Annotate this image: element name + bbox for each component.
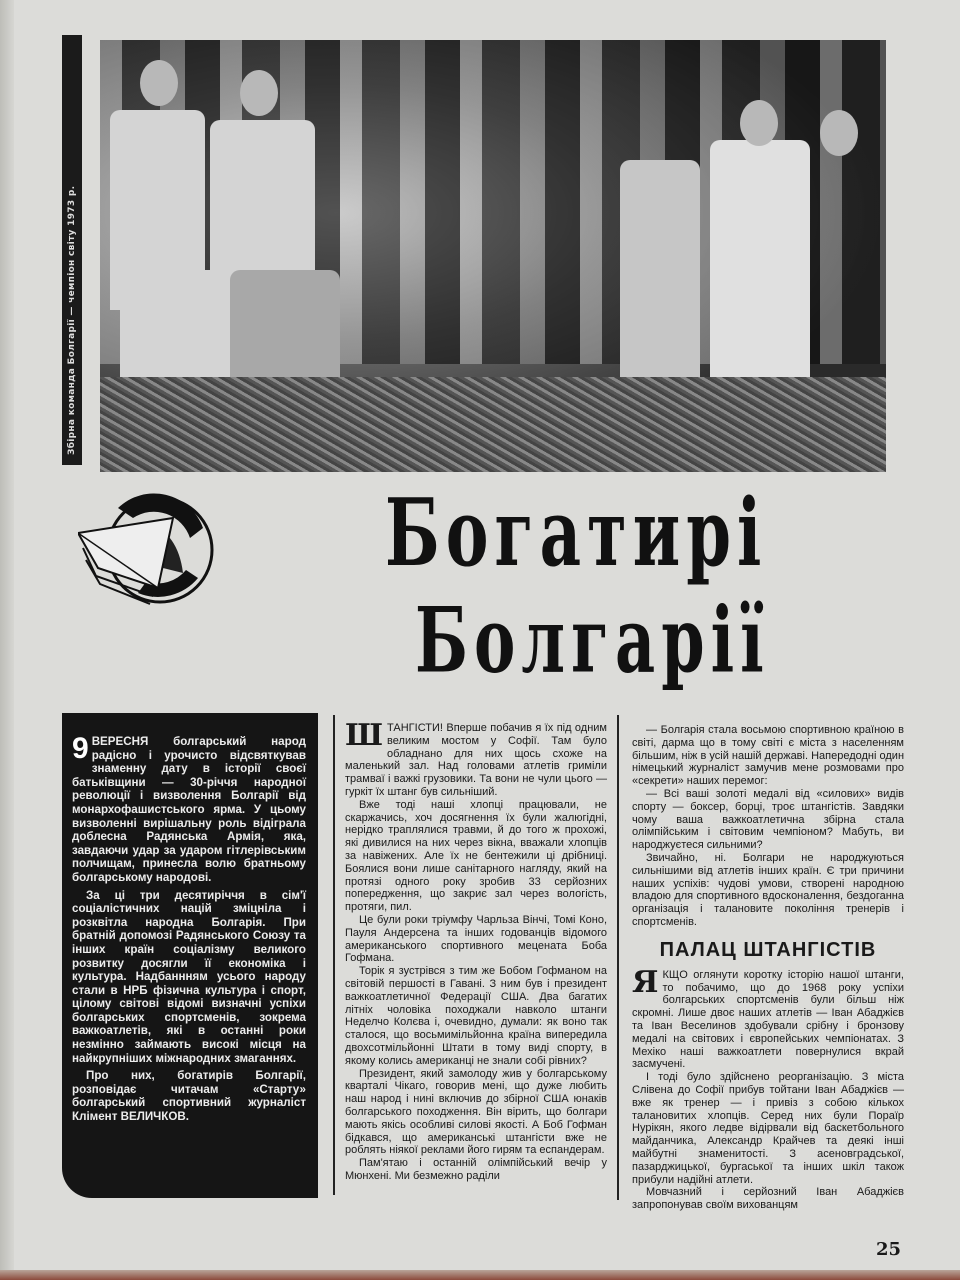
intro-paragraph: Про них, богатирів Болгарії, розповідає читачам «Старту» болгарський спортивний журналіст Клімент ВЕЛИЧКОВ. bbox=[72, 1069, 306, 1124]
section-subheading: ПАЛАЦ ШТАНГІСТІВ bbox=[659, 938, 877, 961]
article-paragraph: — Всі ваші золоті медалі від «силових» видів спорту — боксер, борці, троє штангістів. Завдяки чому ваша важкоатлетична збірна стала олімпійським і світовим чемпіоном? Мабуть, ви народжуєтеся сильними? bbox=[632, 787, 904, 852]
article-paragraph: КЩО оглянути коротку історію нашої штанги, то побачимо, що до 1968 року успіхи болгарських спортсменів були більш ніж скромні. Лише двоє наших атлетів — Іван Абаджієв та Іван Веселинов здобували срібну і бронзову медалі на світових і європейських чемпіонатах. З Мехіко наші важкоатлети повернулися вкрай засмучені. bbox=[632, 968, 904, 1071]
page-number: 25 bbox=[876, 1239, 902, 1260]
article-paragraph: Пам'ятаю і останній олімпійський вечір у Мюнхені. Ми безмежно раділи bbox=[345, 1157, 607, 1182]
page-bottom-edge bbox=[0, 1270, 960, 1280]
article-paragraph: Президент, який замолоду жив у болгарському кварталі Чікаго, говорив мені, що дуже любить наш народ і нині включив до збірної США юнаків болгарського походження. Він вірить, що болгари мають якісь особливі силові якості. А Боб Гофман бідкався, що американські штангісти вже не роблять ніякої реклами його гирям та еспандерам. bbox=[345, 1067, 607, 1157]
article-title-line2: Болгарії bbox=[415, 587, 770, 694]
article-column-3 bbox=[632, 724, 904, 1212]
photo-figure bbox=[140, 60, 178, 106]
rubric-logo-icon bbox=[78, 488, 216, 616]
drop-cap: Я bbox=[632, 964, 659, 1000]
article-paragraph: Мовчазний і серйозний Іван Абаджієв запропонував своїм вихованцям bbox=[632, 1186, 904, 1212]
article-paragraph: ТАНГІСТИ! Вперше побачив я їх під одним великим мостом у Софії. Там було обладнано для них щось схоже на маленький зал. Над головами атлетів гриміли трамваї і важкі грузовики. Та вони не чули цього — гуркіт їх штанг був сильніший. bbox=[345, 722, 607, 798]
article-paragraph: Вже тоді наші хлопці працювали, не скаржачись, хоч досягнення їх були жалюгідні, нерідко траплялися травми, й до того ж прохожі, які дивилися на них через вікна, вважали хлопців за навіжених. Але їх не бентежили ці дрібниці. Боялися вони лише санітарного нагляду, який на протязі одного року зробив 33 серйозних попередження, що закриє зал через вологість, протяги, пил. bbox=[345, 798, 607, 914]
article-paragraph: Це були роки тріумфу Чарльза Вінчі, Томі Коно, Пауля Андерсена та інших годованців відомого американського спортивного мецената Боба Гофмана. bbox=[345, 913, 607, 965]
intro-box bbox=[62, 713, 318, 1198]
intro-paragraph: За ці три десятиріччя в сім'ї соціалістичних націй зміцніла і розквітла народна Болгарія. При братній допомозі Радянського Союзу та інших країн соціалізму великого розвитку досягли її економіка і культура. Надбаннням усього народу стали в НРБ фізична культура і спорт, цілому світові відомі визначні успіхи болгарських спортсменів, зокрема важкоатлетів, які в останні роки незмінно займають високі місця на найкрупніших міжнародних змаганнях. bbox=[72, 888, 306, 1065]
article-paragraph: — Болгарія стала восьмою спортивною країною в світі, дарма що в тому світі є міста з населенням більшим, ніж в усій нашій державі. Напередодні один німецький журналіст замучив мене розмовами про «секрети» наших перемог: bbox=[632, 724, 905, 788]
photo-figure bbox=[820, 110, 858, 156]
intro-drop-number: 9 bbox=[72, 732, 89, 765]
article-paragraph: І тоді було здійснено реорганізацію. З міста Слівена до Софії прибув тойтани Іван Абаджієв — вже як тренер — і привіз з собою кількох талановитих хлопців. Серед них були Пораїр Нурікян, якого ледве відірвали від баскетбольного майданчика, Александр Крайчев та деякі інші майбутні знаменитості. З асеновградської, пазарджицької, бургаської та інших шкіл також прибули надійні атлети. bbox=[632, 1071, 904, 1186]
team-photo bbox=[100, 40, 886, 472]
photo-figure bbox=[740, 100, 778, 146]
column-divider bbox=[333, 715, 335, 1195]
column-divider bbox=[617, 715, 619, 1200]
article-paragraph: Торік я зустрівся з тим же Бобом Гофманом на світовій першості в Гавані. З ним був і президент важкоатлетичної Федерації США. Два багатих літніх чоловіка походжали навколо штанги Неделчо Колєва і, очевидно, думали: як воно так сталося, що восьмимільйонна країна випередила двохсотмільйонні Штати в тому виді спорту, в якому колись американці не знали собі рівних? bbox=[345, 965, 607, 1067]
intro-paragraph: ВЕРЕСНЯ болгарський народ радісно і урочисто відсвяткував знаменну дату в історії своєї батьківщини — 30-річчя народної революції і визволення Болгарії від монархофашистського ярма. У цьому визволенні вирішальну роль відіграла доблесна Радянська Армія, яка, завдаючи удар за ударом гітлерівським полчищам, принесла волю братньому болгарському народові. bbox=[72, 735, 306, 884]
drop-cap: Ш bbox=[345, 718, 384, 753]
page-edge bbox=[0, 0, 14, 1280]
article-paragraph: Звичайно, ні. Болгари не народжуються сильнішими від атлетів інших країн. Є три причини наших успіхів: чудові умови, створені народною владою для спортивного вдосконалення, бездоганна організація і талановите покоління тренерів і спортсменів. bbox=[632, 851, 904, 928]
photo-grass bbox=[100, 377, 886, 472]
article-column-2 bbox=[345, 718, 607, 1183]
photo-caption: Збірна команда Болгарії — чемпіон світу 1973 р. bbox=[62, 35, 82, 465]
article-title-line1: Богатирі bbox=[385, 479, 768, 589]
photo-figure bbox=[240, 70, 278, 116]
